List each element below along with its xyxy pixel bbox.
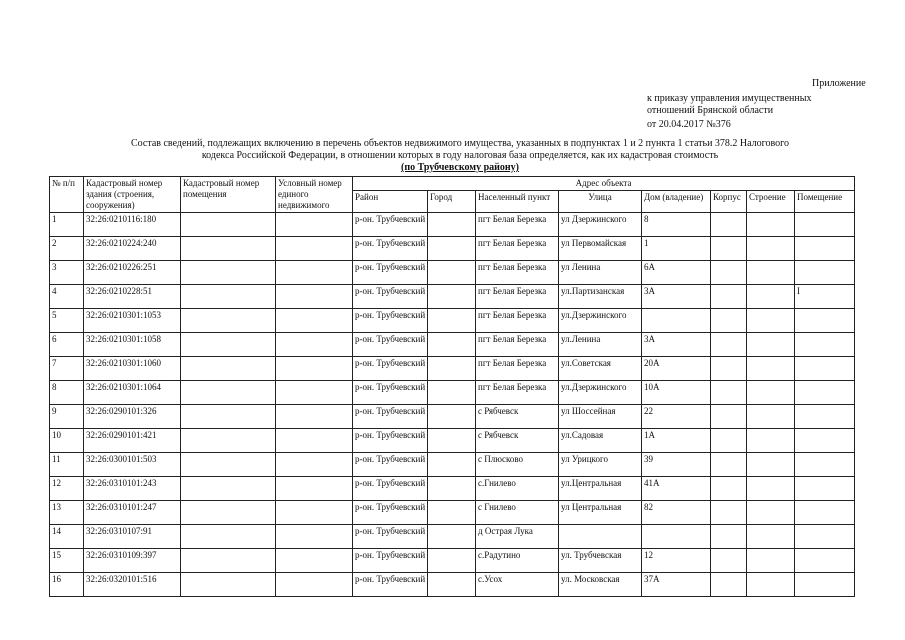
cell-num: 1: [50, 213, 84, 237]
cell-street: ул.Дзержинского: [559, 309, 642, 333]
cell-conditional: [276, 213, 353, 237]
appendix-line: к приказу управления имущественных: [647, 93, 812, 104]
cell-cadastral: 32:26:0210224:240: [84, 237, 181, 261]
cell-building: [747, 453, 795, 477]
cell-room-cadastral: [181, 357, 276, 381]
cell-room-cadastral: [181, 453, 276, 477]
cell-num: 7: [50, 357, 84, 381]
heading-district: (по Трубчевскому району): [400, 162, 519, 173]
cell-city: [428, 525, 476, 549]
cell-locality: пгт Белая Березка: [476, 213, 559, 237]
cell-cadastral: 32:26:0310107:91: [84, 525, 181, 549]
cell-street: ул.Советская: [559, 357, 642, 381]
cell-korpus: [711, 357, 747, 381]
header-num: № п/п: [50, 177, 84, 213]
table-row: [50, 573, 855, 597]
cell-city: [428, 309, 476, 333]
cell-korpus: [711, 381, 747, 405]
cell-district: р-он. Трубчевский: [353, 429, 428, 453]
appendix-line: отношений Брянской области: [647, 105, 774, 116]
cell-district: р-он. Трубчевский: [353, 261, 428, 285]
cell-locality: пгт Белая Березка: [476, 309, 559, 333]
table-row: [50, 309, 855, 333]
cell-num: 16: [50, 573, 84, 597]
cell-house: [642, 525, 711, 549]
table-row: [50, 429, 855, 453]
table-row: [50, 261, 855, 285]
table-body: [50, 213, 855, 597]
cell-house: 41А: [642, 477, 711, 501]
cell-room-cadastral: [181, 405, 276, 429]
cell-num: 6: [50, 333, 84, 357]
cell-street: ул Дзержинского: [559, 213, 642, 237]
cell-district: р-он. Трубчевский: [353, 453, 428, 477]
cell-room: [795, 549, 855, 573]
cell-building: [747, 549, 795, 573]
cell-num: 10: [50, 429, 84, 453]
cell-korpus: [711, 501, 747, 525]
cell-num: 13: [50, 501, 84, 525]
cell-house: 1: [642, 237, 711, 261]
appendix-block: [0, 0, 905, 130]
cell-locality: пгт Белая Березка: [476, 357, 559, 381]
cell-conditional: [276, 525, 353, 549]
cell-conditional: [276, 285, 353, 309]
cell-num: 11: [50, 453, 84, 477]
header-district: Район: [353, 191, 428, 213]
cell-city: [428, 237, 476, 261]
cell-cadastral: 32:26:0320101:516: [84, 573, 181, 597]
cell-room: [795, 261, 855, 285]
cell-korpus: [711, 477, 747, 501]
cell-locality: пгт Белая Березка: [476, 261, 559, 285]
cell-street: ул Первомайская: [559, 237, 642, 261]
cell-district: р-он. Трубчевский: [353, 573, 428, 597]
cell-cadastral: 32:26:0310109:397: [84, 549, 181, 573]
cell-cadastral: 32:26:0310101:243: [84, 477, 181, 501]
cell-num: 3: [50, 261, 84, 285]
cell-house: 37А: [642, 573, 711, 597]
cell-cadastral: 32:26:0210301:1060: [84, 357, 181, 381]
cell-cadastral: 32:26:0210301:1058: [84, 333, 181, 357]
cell-street: ул.Дзержинского: [559, 381, 642, 405]
table-header-row: [50, 177, 855, 191]
cell-cadastral: 32:26:0210116:180: [84, 213, 181, 237]
cell-conditional: [276, 381, 353, 405]
cell-district: р-он. Трубчевский: [353, 213, 428, 237]
cell-num: 5: [50, 309, 84, 333]
cell-locality: пгт Белая Березка: [476, 333, 559, 357]
cell-building: [747, 525, 795, 549]
cell-conditional: [276, 261, 353, 285]
cell-house: 22: [642, 405, 711, 429]
cell-room: [795, 573, 855, 597]
header-korpus: Корпус: [711, 191, 747, 213]
header-street: Улица: [559, 191, 642, 213]
cell-house: 3А: [642, 333, 711, 357]
table-row: [50, 525, 855, 549]
cell-district: р-он. Трубчевский: [353, 333, 428, 357]
header-cad-room: Кадастровый номер помещения: [181, 177, 276, 213]
cell-street: ул Центральная: [559, 501, 642, 525]
cell-house: 8: [642, 213, 711, 237]
cell-district: р-он. Трубчевский: [353, 405, 428, 429]
cell-house: 39: [642, 453, 711, 477]
cell-room: [795, 237, 855, 261]
cell-street: ул Шоссейная: [559, 405, 642, 429]
appendix-date-line: от 20.04.2017 №376: [647, 119, 731, 130]
cell-locality: с.Гнилево: [476, 477, 559, 501]
cell-city: [428, 501, 476, 525]
cell-conditional: [276, 405, 353, 429]
cell-locality: пгт Белая Березка: [476, 237, 559, 261]
cell-room: [795, 333, 855, 357]
cell-conditional: [276, 549, 353, 573]
cell-korpus: [711, 429, 747, 453]
cell-district: р-он. Трубчевский: [353, 381, 428, 405]
cell-building: [747, 357, 795, 381]
cell-korpus: [711, 309, 747, 333]
cell-room-cadastral: [181, 333, 276, 357]
header-address: Адрес объекта: [353, 177, 855, 191]
cell-room: [795, 501, 855, 525]
cell-conditional: [276, 429, 353, 453]
cell-building: [747, 333, 795, 357]
appendix-title: Приложение: [812, 78, 866, 89]
cell-cadastral: 32:26:0290101:421: [84, 429, 181, 453]
cell-room-cadastral: [181, 573, 276, 597]
heading-line: кодекса Российской Федерации, в отношении которых в году налоговая база определяется, как их кадастровая стоимость: [201, 150, 719, 161]
cell-num: 12: [50, 477, 84, 501]
table-row: [50, 237, 855, 261]
cell-building: [747, 237, 795, 261]
cell-room: I: [795, 285, 855, 309]
cell-locality: д Острая Лука: [476, 525, 559, 549]
cell-building: [747, 309, 795, 333]
cell-locality: с.Усох: [476, 573, 559, 597]
cell-conditional: [276, 573, 353, 597]
cell-conditional: [276, 453, 353, 477]
cell-conditional: [276, 477, 353, 501]
cell-locality: с Плюсково: [476, 453, 559, 477]
cell-city: [428, 477, 476, 501]
cell-house: 10А: [642, 381, 711, 405]
cell-house: 12: [642, 549, 711, 573]
cell-building: [747, 261, 795, 285]
cell-conditional: [276, 237, 353, 261]
header-room: Помещение: [795, 191, 855, 213]
cell-room-cadastral: [181, 477, 276, 501]
cell-street: [559, 525, 642, 549]
cell-room: [795, 525, 855, 549]
cell-num: 15: [50, 549, 84, 573]
cell-korpus: [711, 285, 747, 309]
cell-room: [795, 381, 855, 405]
cell-street: ул Урицкого: [559, 453, 642, 477]
cell-korpus: [711, 261, 747, 285]
cell-building: [747, 477, 795, 501]
cell-building: [747, 429, 795, 453]
header-locality: Населенный пункт: [476, 191, 559, 213]
table-row: [50, 357, 855, 381]
cell-room-cadastral: [181, 381, 276, 405]
heading-line: Состав сведений, подлежащих включению в перечень объектов недвижимого имущества, указанных в подпунктах 1 и 2 пункта 1 статьи 378.2 Налогового: [130, 138, 790, 149]
cell-district: р-он. Трубчевский: [353, 285, 428, 309]
cell-locality: пгт Белая Березка: [476, 381, 559, 405]
header-cond-num: Условный номер единого недвижимого: [276, 177, 353, 213]
document-heading: [110, 138, 810, 174]
cell-conditional: [276, 357, 353, 381]
cell-district: р-он. Трубчевский: [353, 525, 428, 549]
header-city: Город: [428, 191, 476, 213]
cell-district: р-он. Трубчевский: [353, 477, 428, 501]
cell-house: 82: [642, 501, 711, 525]
cell-house: 3А: [642, 285, 711, 309]
cell-cadastral: 32:26:0210301:1053: [84, 309, 181, 333]
table-row: [50, 477, 855, 501]
table-row: [50, 405, 855, 429]
cell-room: [795, 357, 855, 381]
cell-room: [795, 429, 855, 453]
cell-num: 9: [50, 405, 84, 429]
cell-cadastral: 32:26:0290101:326: [84, 405, 181, 429]
cell-district: р-он. Трубчевский: [353, 549, 428, 573]
cell-korpus: [711, 333, 747, 357]
cell-korpus: [711, 525, 747, 549]
cell-num: 4: [50, 285, 84, 309]
cell-conditional: [276, 309, 353, 333]
cell-house: 20А: [642, 357, 711, 381]
cell-korpus: [711, 453, 747, 477]
cell-room: [795, 477, 855, 501]
cell-district: р-он. Трубчевский: [353, 309, 428, 333]
header-house: Дом (владение): [642, 191, 711, 213]
cell-district: р-он. Трубчевский: [353, 501, 428, 525]
cell-locality: с Рябчевск: [476, 429, 559, 453]
cell-room-cadastral: [181, 237, 276, 261]
cell-room: [795, 453, 855, 477]
cell-district: р-он. Трубчевский: [353, 357, 428, 381]
header-cad-building: Кадастровый номер здания (строения, сооружения): [84, 177, 181, 213]
cell-street: ул. Трубчевская: [559, 549, 642, 573]
cell-room-cadastral: [181, 285, 276, 309]
cell-korpus: [711, 549, 747, 573]
cell-cadastral: 32:26:0210228:51: [84, 285, 181, 309]
cell-house: 6А: [642, 261, 711, 285]
cell-house: 1А: [642, 429, 711, 453]
cell-korpus: [711, 405, 747, 429]
cell-building: [747, 285, 795, 309]
table-row: [50, 333, 855, 357]
cell-room: [795, 309, 855, 333]
table-row: [50, 213, 855, 237]
cell-city: [428, 357, 476, 381]
table-row: [50, 453, 855, 477]
cell-cadastral: 32:26:0300101:503: [84, 453, 181, 477]
cell-building: [747, 573, 795, 597]
cell-room: [795, 405, 855, 429]
cell-city: [428, 453, 476, 477]
cell-locality: с.Радутино: [476, 549, 559, 573]
cell-building: [747, 213, 795, 237]
cell-building: [747, 381, 795, 405]
cell-conditional: [276, 501, 353, 525]
cell-conditional: [276, 333, 353, 357]
cell-cadastral: 32:26:0210226:251: [84, 261, 181, 285]
cell-korpus: [711, 213, 747, 237]
cell-street: ул. Московская: [559, 573, 642, 597]
table-row: [50, 381, 855, 405]
cell-cadastral: 32:26:0310101:247: [84, 501, 181, 525]
cell-room-cadastral: [181, 549, 276, 573]
cell-city: [428, 573, 476, 597]
cell-num: 14: [50, 525, 84, 549]
cell-num: 8: [50, 381, 84, 405]
cell-room-cadastral: [181, 525, 276, 549]
cell-district: р-он. Трубчевский: [353, 237, 428, 261]
cell-street: ул Ленина: [559, 261, 642, 285]
cell-num: 2: [50, 237, 84, 261]
cell-room-cadastral: [181, 501, 276, 525]
cell-street: ул.Центральная: [559, 477, 642, 501]
cell-locality: пгт Белая Березка: [476, 285, 559, 309]
cell-street: ул.Ленина: [559, 333, 642, 357]
cell-room-cadastral: [181, 309, 276, 333]
cell-room: [795, 213, 855, 237]
cell-cadastral: 32:26:0210301:1064: [84, 381, 181, 405]
cell-korpus: [711, 573, 747, 597]
cell-city: [428, 381, 476, 405]
cell-city: [428, 549, 476, 573]
cell-room-cadastral: [181, 213, 276, 237]
table-row: [50, 285, 855, 309]
table-row: [50, 501, 855, 525]
cell-street: ул.Садовая: [559, 429, 642, 453]
header-building: Строение: [747, 191, 795, 213]
cell-locality: с Рябчевск: [476, 405, 559, 429]
table-row: [50, 549, 855, 573]
cell-city: [428, 429, 476, 453]
cell-city: [428, 405, 476, 429]
cell-building: [747, 405, 795, 429]
cell-building: [747, 501, 795, 525]
cell-city: [428, 261, 476, 285]
cell-city: [428, 213, 476, 237]
cell-city: [428, 285, 476, 309]
cell-locality: с Гнилево: [476, 501, 559, 525]
cell-room-cadastral: [181, 261, 276, 285]
cell-korpus: [711, 237, 747, 261]
cell-house: [642, 309, 711, 333]
cell-city: [428, 333, 476, 357]
objects-table: [49, 176, 855, 597]
cell-room-cadastral: [181, 429, 276, 453]
cell-street: ул.Партизанская: [559, 285, 642, 309]
